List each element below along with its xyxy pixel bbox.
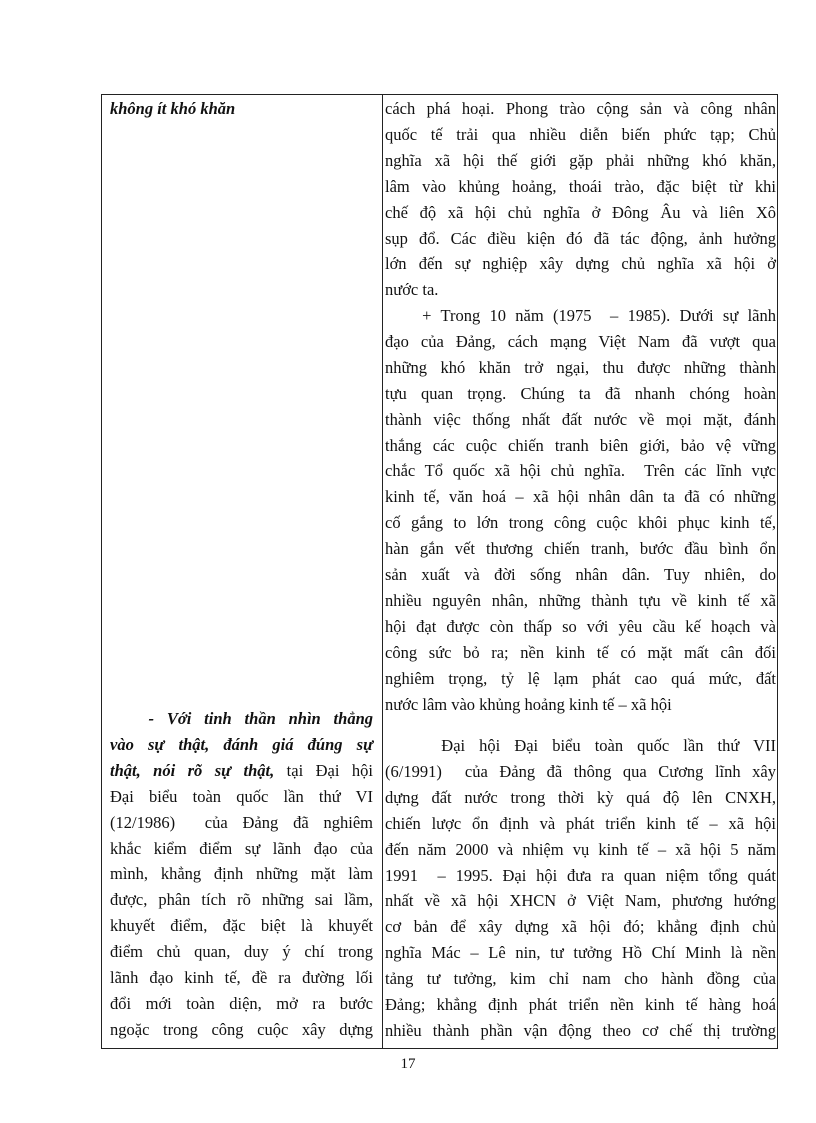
left-text-segment: - Với tinh thần nhìn thẳng xyxy=(110,709,373,728)
right-line: chắc Tổ quốc xã hội chủ nghĩa. Trên các lĩnh vực xyxy=(385,461,776,481)
left-column xyxy=(110,96,373,1046)
left-text-segment: lãnh đạo kinh tế, đề ra đường lối xyxy=(110,968,373,987)
right-line: nước lâm vào khủng hoảng kinh tế – xã hội xyxy=(385,694,672,714)
right-line: nước ta. xyxy=(385,280,439,300)
left-line xyxy=(110,810,373,836)
left-text-segment: vào sự thật, đánh giá đúng sự xyxy=(110,734,373,754)
left-line xyxy=(110,939,373,965)
right-line: hội đạt được còn thấp so với yêu cầu kế hoạch và xyxy=(385,616,776,636)
left-text-segment: khuyết điểm, đặc biệt là khuyết xyxy=(110,916,373,936)
right-line: kinh tế, văn hoá – xã hội nhân dân ta đã có những xyxy=(385,487,776,507)
right-line: nghĩa xã hội thế giới gặp phải những khó khăn, xyxy=(385,150,776,170)
right-line: sụp đổ. Các điều kiện đó đã tác động, ảnh hưởng xyxy=(385,228,776,248)
content-table xyxy=(101,94,778,1049)
right-line: + Trong 10 năm (1975 – 1985). Dưới sự lãnh xyxy=(385,306,776,325)
right-line: hàn gắn vết thương chiến tranh, bước đầu bình ổn xyxy=(385,539,776,559)
left-text-segment: thật, nói rõ sự thật, xyxy=(110,760,275,780)
right-line: quốc tế trải qua nhiều diễn biến phức tạp; Chủ xyxy=(385,124,776,144)
left-text-segment: đổi mới toàn diện, mở ra bước xyxy=(110,993,373,1013)
right-line: nhiều thành phần vận động theo cơ chế thị trường xyxy=(385,1020,776,1040)
right-line: đến năm 2000 và nhiệm vụ kinh tế – xã hội 5 năm xyxy=(385,839,776,859)
right-line: 1991 – 1995. Đại hội đưa ra quan niệm tổng quát xyxy=(385,865,776,885)
left-line xyxy=(110,732,373,758)
right-line: những khó khăn trở ngại, thu được những thành xyxy=(385,357,776,377)
right-line: nghiêm trọng, tỷ lệ lạm phát cao quá mức, đất xyxy=(385,668,776,688)
right-line: công sức bỏ ra; nền kinh tế có mặt mất cân đối xyxy=(385,642,776,662)
left-line xyxy=(110,758,373,784)
right-line: thắng các cuộc chiến tranh biên giới, bảo vệ vững xyxy=(385,435,776,455)
right-line: cố gắng to lớn trong công cuộc khôi phục kinh tế, xyxy=(385,513,776,533)
left-text-segment: tại Đại hội xyxy=(274,760,373,780)
left-text-segment: Đại biểu toàn quốc lần thứ VI xyxy=(110,786,373,806)
left-line xyxy=(110,913,373,939)
right-line: đạo của Đảng, cách mạng Việt Nam đã vượt qua xyxy=(385,331,776,351)
left-text-segment: được, phân tích rõ những sai lầm, xyxy=(110,890,373,910)
left-line xyxy=(110,1017,373,1043)
column-divider xyxy=(382,95,383,1048)
right-line: chế độ xã hội chủ nghĩa ở Đông Âu và liên Xô xyxy=(385,202,776,222)
left-line xyxy=(110,784,373,810)
left-line xyxy=(110,706,373,732)
left-line xyxy=(110,861,373,887)
right-line: Đại hội Đại biểu toàn quốc lần thứ VII xyxy=(385,736,776,755)
left-line xyxy=(110,965,373,991)
page-number: 17 xyxy=(400,1056,416,1072)
right-line: Đảng; khẳng định phát triển nền kinh tế hàng hoá xyxy=(385,995,776,1014)
right-line: cơ bản để xây dựng xã hội đó; khẳng định chủ xyxy=(385,917,776,937)
right-line: dựng đất nước trong thời kỳ quá độ lên CNXH, xyxy=(385,787,776,807)
right-line: nhất về xã hội XHCN ở Việt Nam, phương hướng xyxy=(385,891,776,911)
left-text-segment: mình, khẳng định những mặt làm xyxy=(110,864,373,884)
left-text-segment: điểm chủ quan, duy ý chí trong xyxy=(110,942,373,962)
right-line: chiến lược ổn định và phát triển kinh tế – xã hội xyxy=(385,813,776,833)
right-line: thành việc thống nhất đất nước về mọi mặt, đánh xyxy=(385,409,776,429)
left-line xyxy=(110,887,373,913)
left-text-segment: (12/1986) của Đảng đã nghiêm xyxy=(110,812,373,832)
left-text-segment: ngoặc trong công cuộc xây dựng xyxy=(110,1019,373,1039)
right-line: nghĩa Mác – Lê nin, tư tưởng Hồ Chí Minh là nền xyxy=(385,943,776,963)
right-line: tảng tư tưởng, kim chỉ nam cho hành đồng của xyxy=(385,969,776,989)
right-line: tựu quan trọng. Chúng ta đã nhanh chóng hoàn xyxy=(385,383,776,403)
left-line xyxy=(110,991,373,1017)
right-column xyxy=(385,96,776,1046)
right-line: nhiều nguyên nhân, những thành tựu về kinh tế xã xyxy=(385,590,776,610)
left-heading: không ít khó khăn xyxy=(110,99,236,118)
right-line: cách phá hoại. Phong trào cộng sản và công nhân xyxy=(385,99,776,118)
right-line: lớn đến sự nghiệp xây dựng chủ nghĩa xã hội ở xyxy=(385,254,776,274)
left-text-segment: khắc kiểm điểm sự lãnh đạo của xyxy=(110,838,373,858)
right-line: lâm vào khủng hoảng, thoái trào, đặc biệt từ khi xyxy=(385,176,776,196)
right-line: sản xuất và đời sống nhân dân. Tuy nhiên, do xyxy=(385,565,776,584)
right-line: (6/1991) của Đảng đã thông qua Cương lĩnh xây xyxy=(385,761,776,781)
left-line xyxy=(110,836,373,862)
